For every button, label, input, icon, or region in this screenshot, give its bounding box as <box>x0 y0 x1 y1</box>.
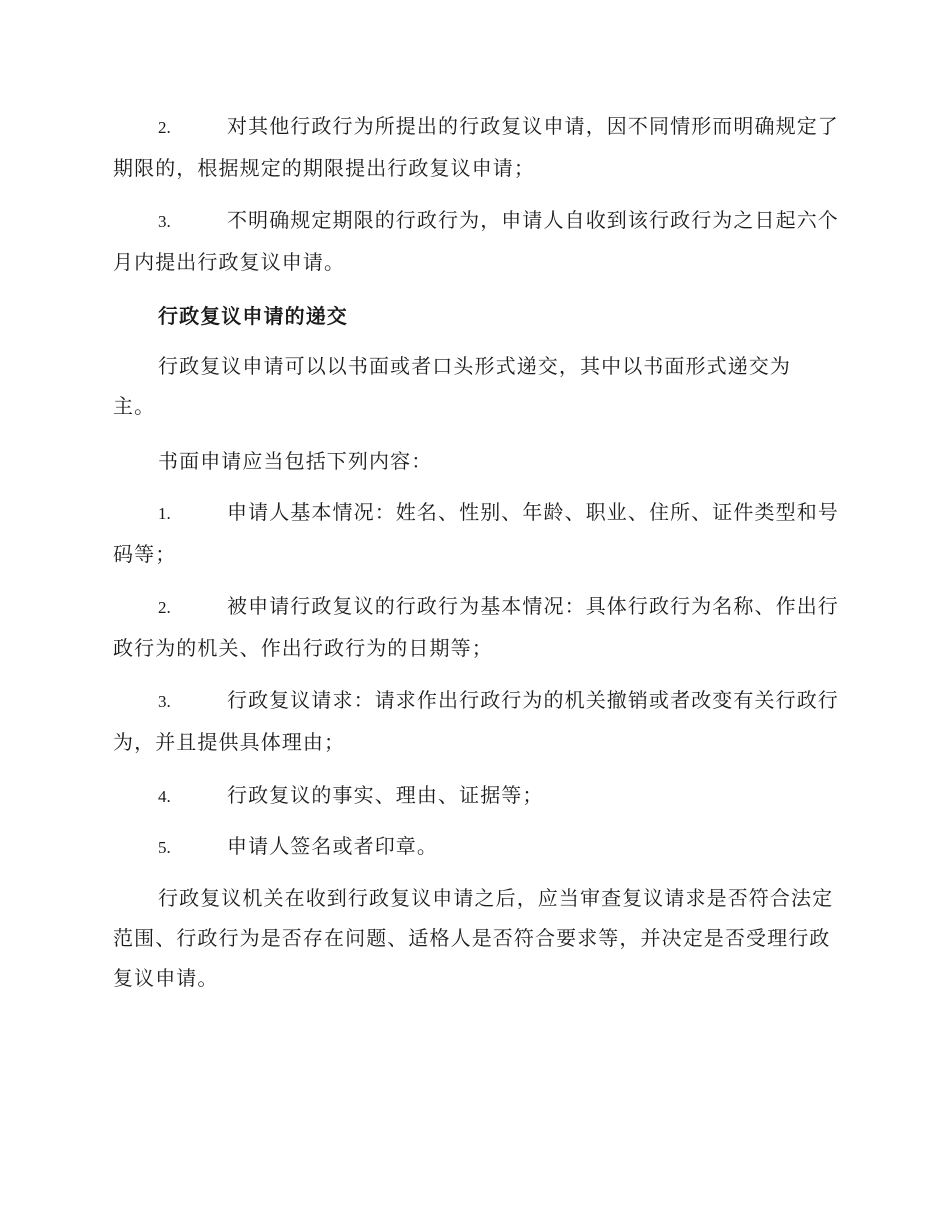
list-item-number: 5. <box>158 838 171 857</box>
list-item-number: 2. <box>158 118 171 137</box>
list-item-text: 被申请行政复议的行政行为基本情况：具体行政行为名称、作出行政行为的机关、作出行政行为的日期等； <box>113 594 839 660</box>
list-item <box>113 586 843 668</box>
list-item-number: 4. <box>158 787 171 806</box>
list-item <box>113 492 843 574</box>
list-item-number: 1. <box>158 504 171 523</box>
list-item-text: 行政复议请求：请求作出行政行为的机关撤销或者改变有关行政行为，并且提供具体理由； <box>113 688 839 754</box>
list-item-number: 2. <box>158 598 171 617</box>
body-paragraph: 行政复议申请可以以书面或者口头形式递交，其中以书面形式递交为主。 <box>113 354 791 418</box>
list-item-text: 行政复议的事实、理由、证据等； <box>227 783 544 807</box>
section-heading: 行政复议申请的递交 <box>158 304 348 328</box>
list-item-number: 3. <box>158 692 171 711</box>
list-item-number: 3. <box>158 212 171 231</box>
list-item-text: 对其他行政行为所提出的行政复议申请，因不同情形而明确规定了期限的，根据规定的期限提出行政复议申请； <box>113 114 839 180</box>
list-item <box>113 775 843 817</box>
body-paragraph: 行政复议机关在收到行政复议申请之后，应当审查复议请求是否符合法定范围、行政行为是否存在问题、适格人是否符合要求等，并决定是否受理行政复议申请。 <box>113 886 834 990</box>
list-item <box>113 200 843 282</box>
list-item <box>113 106 843 188</box>
body-paragraph: 书面申请应当包括下列内容： <box>158 449 433 473</box>
list-item <box>113 826 843 868</box>
list-item-text: 申请人签名或者印章。 <box>227 834 438 858</box>
list-item-text: 申请人基本情况：姓名、性别、年龄、职业、住所、证件类型和号码等； <box>113 500 839 566</box>
list-item <box>113 680 843 762</box>
list-item-text: 不明确规定期限的行政行为，申请人自收到该行政行为之日起六个月内提出行政复议申请。 <box>113 208 839 274</box>
